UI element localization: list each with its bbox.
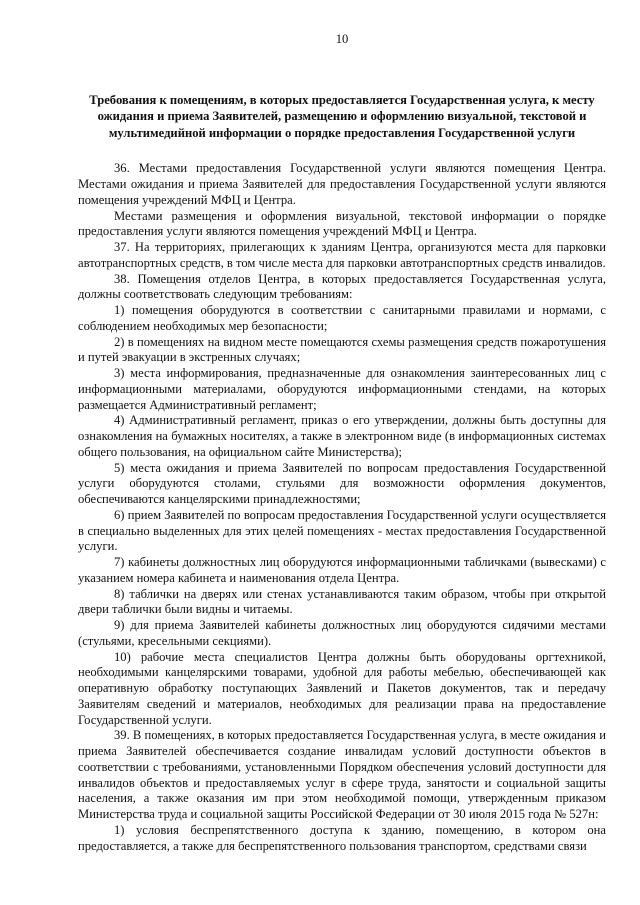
page-number: 10	[335, 32, 349, 46]
paragraph-38: 38. Помещения отделов Центра, в которых предоставляется Государственная услуга, должны соответствовать следующим требованиям:	[78, 271, 606, 302]
paragraph-36-continued: Местами размещения и оформления визуальной, текстовой информации о порядке предоставления услуги являются помещения учреждений МФЦ и Центра.	[78, 208, 606, 239]
list-item-38-8: 8) таблички на дверях или стенах устанавливаются таким образом, чтобы при открытой двери таблички были видны и читаемы.	[78, 586, 606, 617]
list-item-38-4: 4) Административный регламент, приказ о его утверждении, должны быть доступны для ознакомления на бумажных носителях, а также в электронном виде (в информационных системах общего пользования, на официальном сайте Министерства);	[78, 413, 606, 459]
list-item-38-1: 1) помещения оборудуются в соответствии с санитарными правилами и нормами, с соблюдением необходимых мер безопасности;	[78, 303, 606, 333]
list-item-38-3: 3) места информирования, предназначенные для ознакомления заинтересованных лиц с информационными материалами, оборудуются информационными стендами, на которых размещается Административный регламент;	[78, 366, 606, 412]
list-item-38-7: 7) кабинеты должностных лиц оборудуются информационными табличками (вывесками) с указанием номера кабинета и наименования отдела Центра.	[78, 555, 606, 585]
list-item-38-2: 2) в помещениях на видном месте помещаются схемы размещения средств пожаротушения и путей эвакуации в экстренных случаях;	[78, 334, 606, 365]
list-item-39-1: 1) условия беспрепятственного доступа к зданию, помещению, в котором она предоставляется, а также для беспрепятственного пользования транспортом, средствами связи	[78, 822, 606, 853]
paragraph-36: 36. Местами предоставления Государственной услуги являются помещения Центра. Местами ожидания и приема Заявителей для предоставления Государственной услуги являются помещения учреждений МФЦ и Центра.	[78, 161, 606, 207]
list-item-38-10: 10) рабочие места специалистов Центра должны быть оборудованы оргтехникой, необходимыми канцелярскими товарами, удобной для работы мебелью, обеспечивающей как оперативную обработку поступающих Заявлений и Пакетов документов, так и передачу Заявителям сведений и материалов, необходимых для реализации права на предоставление Государственной услуги.	[78, 649, 606, 727]
list-item-38-9: 9) для приема Заявителей кабинеты должностных лиц оборудуются сидячими местами (стульями, кресельными секциями).	[78, 618, 606, 648]
list-item-38-5: 5) места ожидания и приема Заявителей по вопросам предоставления Государственной услуги оборудуются столами, стульями для возможности оформления документов, обеспечиваются канцелярскими принадлежностями;	[78, 460, 606, 506]
paragraph-39: 39. В помещениях, в которых предоставляется Государственная услуга, в месте ожидания и приема Заявителей обеспечивается создание инвалидам условий доступности объектов в соответствии с требованиями, установленными Порядком обеспечения условий доступности для инвалидов объектов и предоставляемых услуг в сфере труда, занятости и социальной защиты населения, а также оказания им при этом необходимой помощи, утвержденным приказом Министерства труда и социальной защиты Российской Федерации от 30 июля 2015 года № 527н:	[78, 728, 606, 821]
list-item-38-6: 6) прием Заявителей по вопросам предоставления Государственной услуги осуществляется в специально выделенных для этих целей помещениях - местах предоставления Государственной услуги.	[78, 507, 606, 554]
section-heading: Требования к помещениям, в которых предоставляется Государственная услуга, к месту ожидания и приема Заявителей, размещению и оформлению визуальной, текстовой и мультимедийной информации о порядке предоставления Государственной услуги	[89, 92, 595, 140]
paragraph-37: 37. На территориях, прилегающих к зданиям Центра, организуются места для парковки автотранспортных средств, в том числе места для парковки автотранспортных средств инвалидов.	[78, 240, 606, 270]
